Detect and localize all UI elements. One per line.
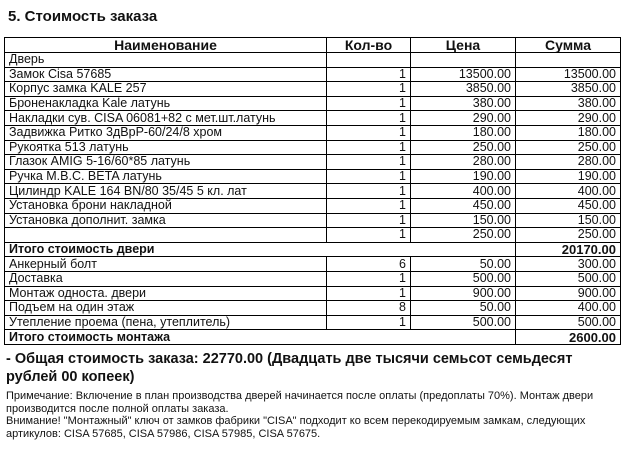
header-sum: Сумма (516, 38, 621, 53)
cell-qty: 1 (327, 111, 411, 126)
door-total-row (5, 242, 621, 257)
cell-name: Анкерный болт (5, 257, 327, 272)
cell-sum (516, 53, 621, 68)
header-price: Цена (411, 38, 516, 53)
door-items (5, 53, 621, 243)
grand-total-text: - Общая стоимость заказа: 22770.00 (Двадцать две тысячи семьсот семьдесят рублей 00 копеек) (6, 351, 573, 385)
cell-price: 50.00 (411, 301, 516, 316)
cell-name: Утепление проема (пена, утеплитель) (5, 315, 327, 330)
cell-price: 180.00 (411, 125, 516, 140)
cell-sum: 900.00 (516, 286, 621, 301)
cell-sum: 3850.00 (516, 82, 621, 97)
cell-price: 380.00 (411, 96, 516, 111)
cell-price: 400.00 (411, 184, 516, 199)
cell-price: 13500.00 (411, 67, 516, 82)
table-row (5, 198, 621, 213)
cell-qty: 1 (327, 228, 411, 243)
cell-qty: 1 (327, 169, 411, 184)
cell-qty: 1 (327, 198, 411, 213)
cell-sum: 280.00 (516, 155, 621, 170)
cell-sum: 13500.00 (516, 67, 621, 82)
cell-name: Установка брони накладной (5, 198, 327, 213)
cell-name: Задвижка Ритко 3дВрР-60/24/8 хром (5, 125, 327, 140)
cell-name: Подъем на один этаж (5, 301, 327, 316)
table-row (5, 257, 621, 272)
cell-name: Цилиндр KALE 164 BN/80 35/45 5 кл. лат (5, 184, 327, 199)
table-row (5, 111, 621, 126)
cell-sum: 290.00 (516, 111, 621, 126)
table-row (5, 53, 621, 68)
cell-sum: 500.00 (516, 271, 621, 286)
cell-qty: 8 (327, 301, 411, 316)
cell-sum: 300.00 (516, 257, 621, 272)
cell-qty: 1 (327, 286, 411, 301)
header-qty: Кол-во (327, 38, 411, 53)
cell-sum: 500.00 (516, 315, 621, 330)
cell-sum: 150.00 (516, 213, 621, 228)
cell-qty: 1 (327, 315, 411, 330)
cell-sum: 380.00 (516, 96, 621, 111)
table-row (5, 184, 621, 199)
table-row (5, 82, 621, 97)
install-total-sum: 2600.00 (516, 330, 621, 345)
section-title: 5. Стоимость заказа (8, 8, 158, 25)
cell-qty: 1 (327, 213, 411, 228)
cell-price: 250.00 (411, 140, 516, 155)
cell-name: Броненакладка Kale латунь (5, 96, 327, 111)
cell-name: Установка дополнит. замка (5, 213, 327, 228)
cell-price: 50.00 (411, 257, 516, 272)
install-items (5, 257, 621, 330)
cell-sum: 400.00 (516, 301, 621, 316)
cell-qty: 1 (327, 155, 411, 170)
cell-price: 190.00 (411, 169, 516, 184)
cell-qty (327, 53, 411, 68)
order-cost-table (4, 37, 621, 345)
cell-name: Ручка М.В.С. BETA латунь (5, 169, 327, 184)
cell-price: 280.00 (411, 155, 516, 170)
door-total-sum: 20170.00 (516, 242, 621, 257)
cell-price (411, 53, 516, 68)
cell-name: Дверь (5, 53, 327, 68)
header-name: Наименование (5, 38, 327, 53)
table-row (5, 96, 621, 111)
cell-sum: 190.00 (516, 169, 621, 184)
cell-name: Монтаж односта. двери (5, 286, 327, 301)
table-row (5, 315, 621, 330)
cell-qty: 1 (327, 67, 411, 82)
note-payment: Примечание: Включение в план производства дверей начинается после оплаты (предоплаты 70%). Монтаж двери производится после полной оплаты заказа. (6, 390, 594, 415)
cell-qty: 1 (327, 125, 411, 140)
table-row (5, 286, 621, 301)
cell-name (5, 228, 327, 243)
cell-qty: 1 (327, 96, 411, 111)
cell-name: Доставка (5, 271, 327, 286)
table-row (5, 228, 621, 243)
cell-sum: 180.00 (516, 125, 621, 140)
table-row (5, 67, 621, 82)
cell-price: 250.00 (411, 228, 516, 243)
install-total-row (5, 330, 621, 345)
table-row (5, 301, 621, 316)
cell-qty: 6 (327, 257, 411, 272)
table-row (5, 169, 621, 184)
notes (6, 390, 618, 440)
cell-price: 3850.00 (411, 82, 516, 97)
table-header-row (5, 38, 621, 53)
cell-qty: 1 (327, 184, 411, 199)
cell-sum: 250.00 (516, 228, 621, 243)
table-row (5, 140, 621, 155)
cell-sum: 400.00 (516, 184, 621, 199)
cell-sum: 250.00 (516, 140, 621, 155)
table-row (5, 213, 621, 228)
table-row (5, 155, 621, 170)
table-row (5, 271, 621, 286)
cell-name: Замок Cisa 57685 (5, 67, 327, 82)
door-total-label: Итого стоимость двери (5, 242, 516, 257)
table-row (5, 125, 621, 140)
cell-name: Накладки сув. CISA 06081+82 с мет.шт.латунь (5, 111, 327, 126)
cell-qty: 1 (327, 271, 411, 286)
cell-name: Рукоятка 513 латунь (5, 140, 327, 155)
cell-price: 900.00 (411, 286, 516, 301)
cell-price: 450.00 (411, 198, 516, 213)
cell-name: Глазок AMIG 5-16/60*85 латунь (5, 155, 327, 170)
cell-name: Корпус замка KALE 257 (5, 82, 327, 97)
cell-price: 500.00 (411, 315, 516, 330)
cell-sum: 450.00 (516, 198, 621, 213)
install-total-label: Итого стоимость монтажа (5, 330, 516, 345)
cell-price: 150.00 (411, 213, 516, 228)
cell-qty: 1 (327, 82, 411, 97)
cell-price: 500.00 (411, 271, 516, 286)
cell-price: 290.00 (411, 111, 516, 126)
cell-qty: 1 (327, 140, 411, 155)
note-key: Внимание! "Монтажный" ключ от замков фабрики "CISA" подходит ко всем перекодируемым замкам, следующих артикулов: CISA 57685, CISA 57986, CISA 57985, CISA 57675. (6, 415, 586, 440)
